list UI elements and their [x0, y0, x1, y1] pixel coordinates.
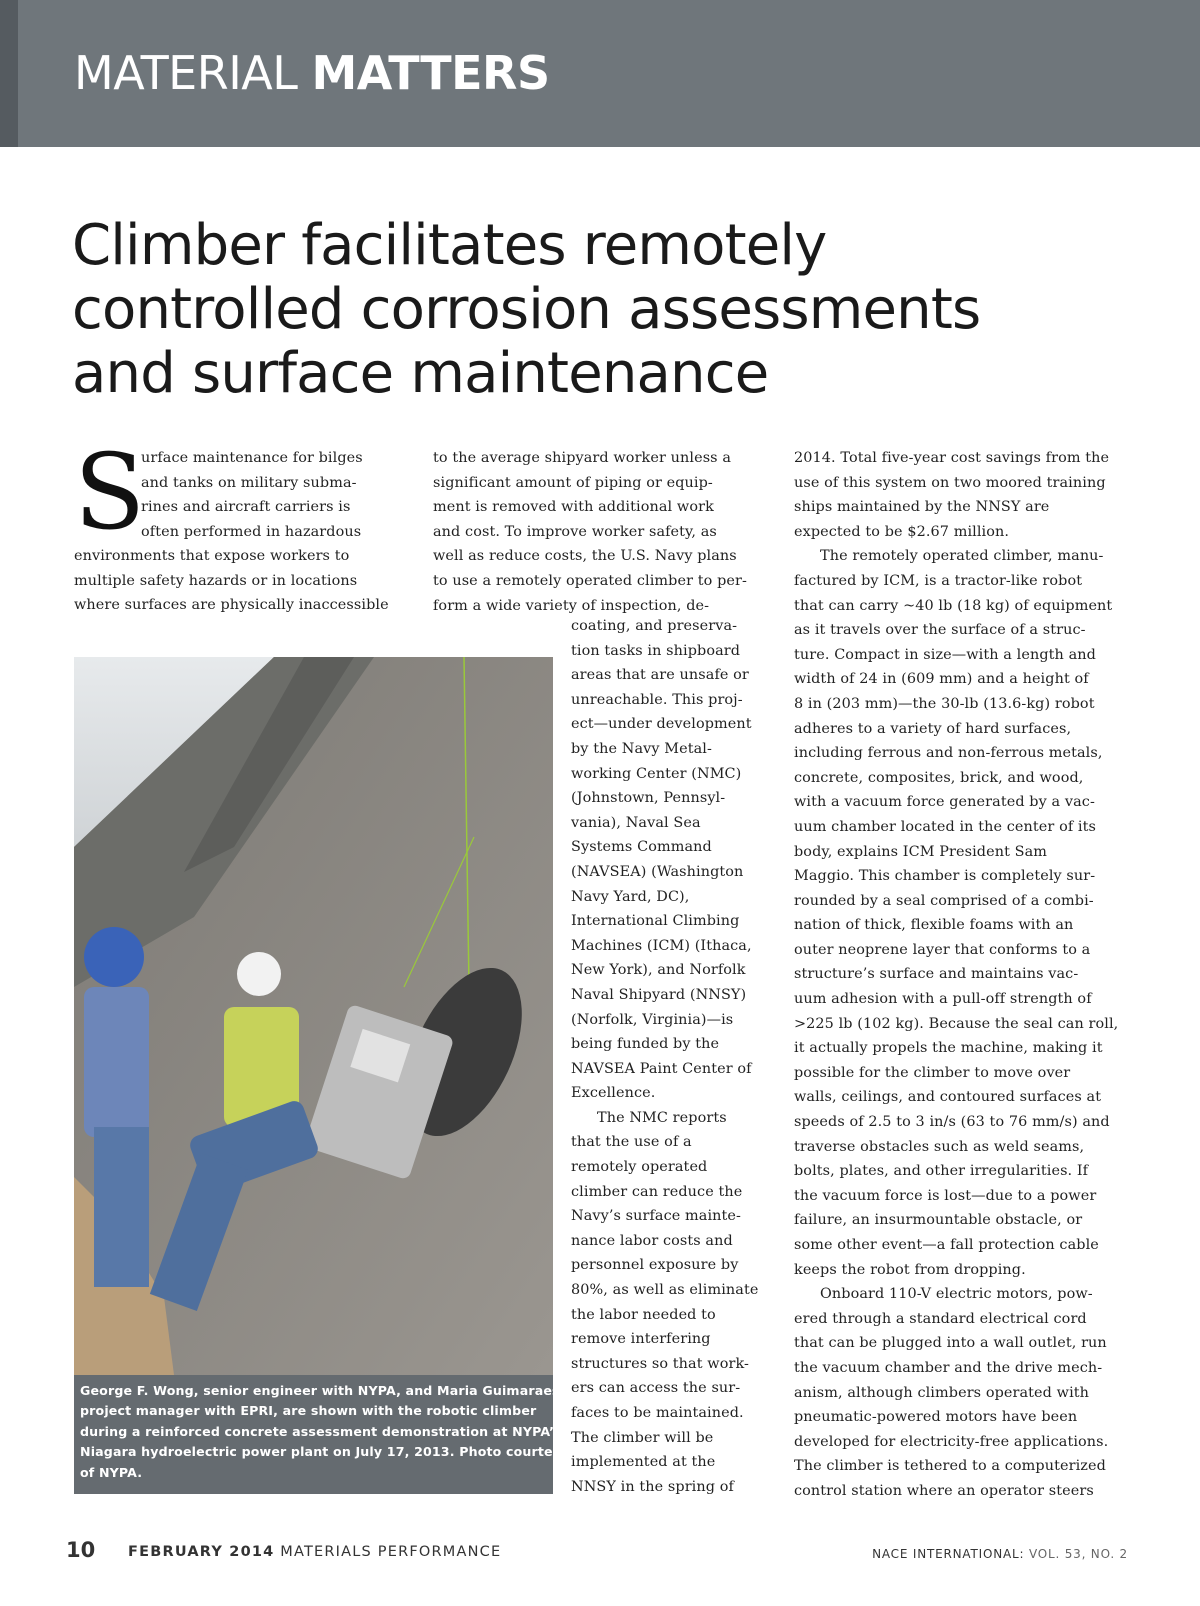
text-line: Excellence. [571, 1085, 656, 1102]
text-line: >225 lb (102 kg). Because the seal can roll, [794, 1015, 1119, 1032]
text-line: by the Navy Metal- [571, 740, 712, 757]
text-line: pneumatic-powered motors have been [794, 1409, 1078, 1426]
text-line: 80%, as well as eliminate [571, 1282, 759, 1299]
text-line: that the use of a [571, 1134, 692, 1151]
footer-magazine: MATERIALS PERFORMANCE [280, 1544, 502, 1560]
text-line: bolts, plates, and other irregularities. If [794, 1163, 1089, 1180]
text-line: coating, and preserva- [571, 618, 738, 634]
text-line: developed for electricity-free applications. [794, 1433, 1109, 1450]
text-line: as it travels over the surface of a struc- [794, 622, 1086, 639]
text-line: urface maintenance for bilges [141, 450, 363, 466]
text-line: areas that are unsafe or [571, 667, 749, 684]
text-line: faces to be maintained. [571, 1405, 744, 1421]
text-line: control station where an operator steers [794, 1482, 1094, 1499]
text-line: remove interfering [571, 1331, 711, 1348]
text-line: tion tasks in shipboard [571, 642, 741, 659]
text-line: remotely operated [571, 1159, 708, 1176]
text-line: possible for the climber to move over [794, 1064, 1071, 1081]
text-line: 8 in (203 mm)—the 30-lb (13.6-kg) robot [794, 695, 1095, 712]
column-3-text [794, 446, 1134, 1504]
text-line: and cost. To improve worker safety, as [433, 523, 717, 540]
footer-vol: VOL. 53, NO. 2 [1028, 1547, 1128, 1561]
text-line: well as reduce costs, the U.S. Navy plans [433, 548, 737, 565]
text-line: George F. Wong, senior engineer with NYPA, and Maria Guimaraes, [80, 1383, 565, 1398]
text-line: Niagara hydroelectric power plant on July 17, 2013. Photo courtesy [80, 1444, 569, 1460]
footer-date: FEBRUARY 2014 [128, 1544, 275, 1560]
article-photo [74, 657, 553, 1375]
drop-cap: S [74, 431, 146, 553]
text-line: speeds of 2.5 to 3 in/s (63 to 76 mm/s) and [794, 1114, 1110, 1131]
text-line: some other event—a fall protection cable [794, 1237, 1099, 1253]
text-line: (NAVSEA) (Washington [571, 863, 744, 880]
text-line: traverse obstacles such as weld seams, [794, 1138, 1085, 1155]
text-line: failure, an insurmountable obstacle, or [794, 1212, 1083, 1229]
text-line: uum chamber located in the center of its [794, 818, 1097, 835]
photo-caption [74, 1375, 569, 1494]
text-line: of NYPA. [80, 1464, 143, 1480]
text-line: Navy Yard, DC), [571, 888, 690, 905]
text-line: to the average shipyard worker unless a [433, 450, 732, 466]
text-line: including ferrous and non-ferrous metals, [794, 745, 1103, 762]
text-line: Machines (ICM) (Ithaca, [571, 937, 752, 954]
headline-line: and surface maintenance [72, 341, 769, 406]
text-line: significant amount of piping or equip- [433, 474, 713, 491]
text-line: and tanks on military subma- [141, 474, 357, 491]
text-line: where surfaces are physically inaccessible [74, 597, 389, 614]
text-line: factured by ICM, is a tractor-like robot [794, 572, 1083, 589]
text-line: (Norfolk, Virginia)—is [571, 1011, 734, 1028]
text-line: body, explains ICM President Sam [794, 843, 1048, 860]
text-line: with a vacuum force generated by a vac- [794, 794, 1095, 811]
text-line: the labor needed to [571, 1306, 716, 1323]
text-line: anism, although climbers operated with [794, 1384, 1090, 1401]
text-line: Maggio. This chamber is completely sur- [794, 868, 1096, 885]
column-1-text [74, 544, 389, 618]
text-line: outer neoprene layer that conforms to a [794, 941, 1091, 958]
text-line: rines and aircraft carriers is [141, 499, 351, 516]
text-line: often performed in hazardous [141, 523, 362, 540]
text-line: Navy’s surface mainte- [571, 1208, 742, 1225]
text-line: during a reinforced concrete assessment demonstration at NYPA’s [80, 1423, 562, 1439]
section-banner [0, 0, 1200, 147]
section-title-light: MATERIAL [74, 46, 298, 100]
text-line: ect—under development [571, 716, 752, 733]
headline-line: controlled corrosion assessments [72, 277, 981, 342]
text-line: International Climbing [571, 913, 740, 930]
text-line: project manager with EPRI, are shown with the robotic climber [80, 1403, 537, 1419]
text-line: the vacuum chamber and the drive mech- [794, 1359, 1103, 1376]
text-line: ture. Compact in size—with a length and [794, 646, 1096, 663]
text-line: uum adhesion with a pull-off strength of [794, 991, 1092, 1008]
text-line: Systems Command [571, 839, 712, 856]
section-title [74, 46, 550, 100]
column-2-text [433, 446, 773, 618]
photo-illustration [74, 657, 553, 1375]
text-line: personnel exposure by [571, 1257, 739, 1274]
text-line: keeps the robot from dropping. [794, 1261, 1026, 1278]
text-line: The NMC reports [597, 1109, 727, 1126]
text-line: form a wide variety of inspection, de- [433, 597, 710, 614]
text-line: the vacuum force is lost—due to a power [794, 1187, 1097, 1204]
text-line: ment is removed with additional work [433, 499, 714, 516]
text-line: being funded by the [571, 1036, 720, 1053]
text-line: climber can reduce the [571, 1183, 743, 1200]
footer-org: NACE INTERNATIONAL: [872, 1547, 1025, 1561]
text-line: ships maintained by the NNSY are [794, 499, 1050, 516]
text-line: width of 24 in (609 mm) and a height of [794, 671, 1089, 688]
text-line: adheres to a variety of hard surfaces, [794, 720, 1072, 737]
headline-line: Climber facilitates remotely [72, 213, 827, 278]
text-line: to use a remotely operated climber to per- [433, 572, 747, 589]
text-line: vania), Naval Sea [571, 814, 701, 831]
article-headline [72, 214, 1152, 406]
text-line: 2014. Total five-year cost savings from the [794, 450, 1110, 466]
text-line: expected to be $2.67 million. [794, 523, 1010, 540]
text-line: multiple safety hazards or in locations [74, 572, 358, 589]
text-line: The climber will be [571, 1429, 714, 1446]
text-line: Onboard 110-V electric motors, pow- [820, 1286, 1093, 1303]
text-line: structure’s surface and maintains vac- [794, 966, 1079, 983]
text-line: rounded by a seal comprised of a combi- [794, 892, 1094, 909]
text-line: that can carry ~40 lb (18 kg) of equipment [794, 597, 1113, 614]
text-line: The climber is tethered to a computerized [794, 1458, 1106, 1475]
text-line: NAVSEA Paint Center of [571, 1060, 752, 1077]
text-line: NNSY in the spring of [571, 1478, 734, 1495]
page-number: 10 [66, 1538, 96, 1562]
text-line: (Johnstown, Pennsyl- [571, 790, 726, 807]
section-title-bold: MATTERS [311, 46, 550, 100]
text-line: ered through a standard electrical cord [794, 1310, 1087, 1327]
footer-publication [128, 1544, 501, 1560]
text-line: concrete, composites, brick, and wood, [794, 769, 1084, 786]
text-line: walls, ceilings, and contoured surfaces at [794, 1089, 1102, 1106]
text-line: nation of thick, flexible foams with an [794, 917, 1074, 934]
column-1-dropcap-lines [141, 446, 363, 544]
text-line: that can be plugged into a wall outlet, run [794, 1335, 1107, 1352]
text-line: implemented at the [571, 1454, 716, 1471]
text-line: use of this system on two moored training [794, 474, 1106, 491]
text-line: The remotely operated climber, manu- [820, 548, 1104, 565]
footer-volume [872, 1547, 1128, 1561]
text-line: structures so that work- [571, 1355, 749, 1372]
text-line: nance labor costs and [571, 1232, 733, 1249]
text-line: environments that expose workers to [74, 548, 350, 564]
text-line: it actually propels the machine, making it [794, 1040, 1103, 1057]
banner-tab [0, 0, 18, 147]
text-line: ers can access the sur- [571, 1380, 741, 1397]
text-line: unreachable. This proj- [571, 691, 743, 708]
text-line: working Center (NMC) [571, 765, 742, 782]
text-line: Naval Shipyard (NNSY) [571, 986, 747, 1003]
column-2-narrow-text [571, 614, 771, 1499]
text-line: New York), and Norfolk [571, 962, 746, 979]
